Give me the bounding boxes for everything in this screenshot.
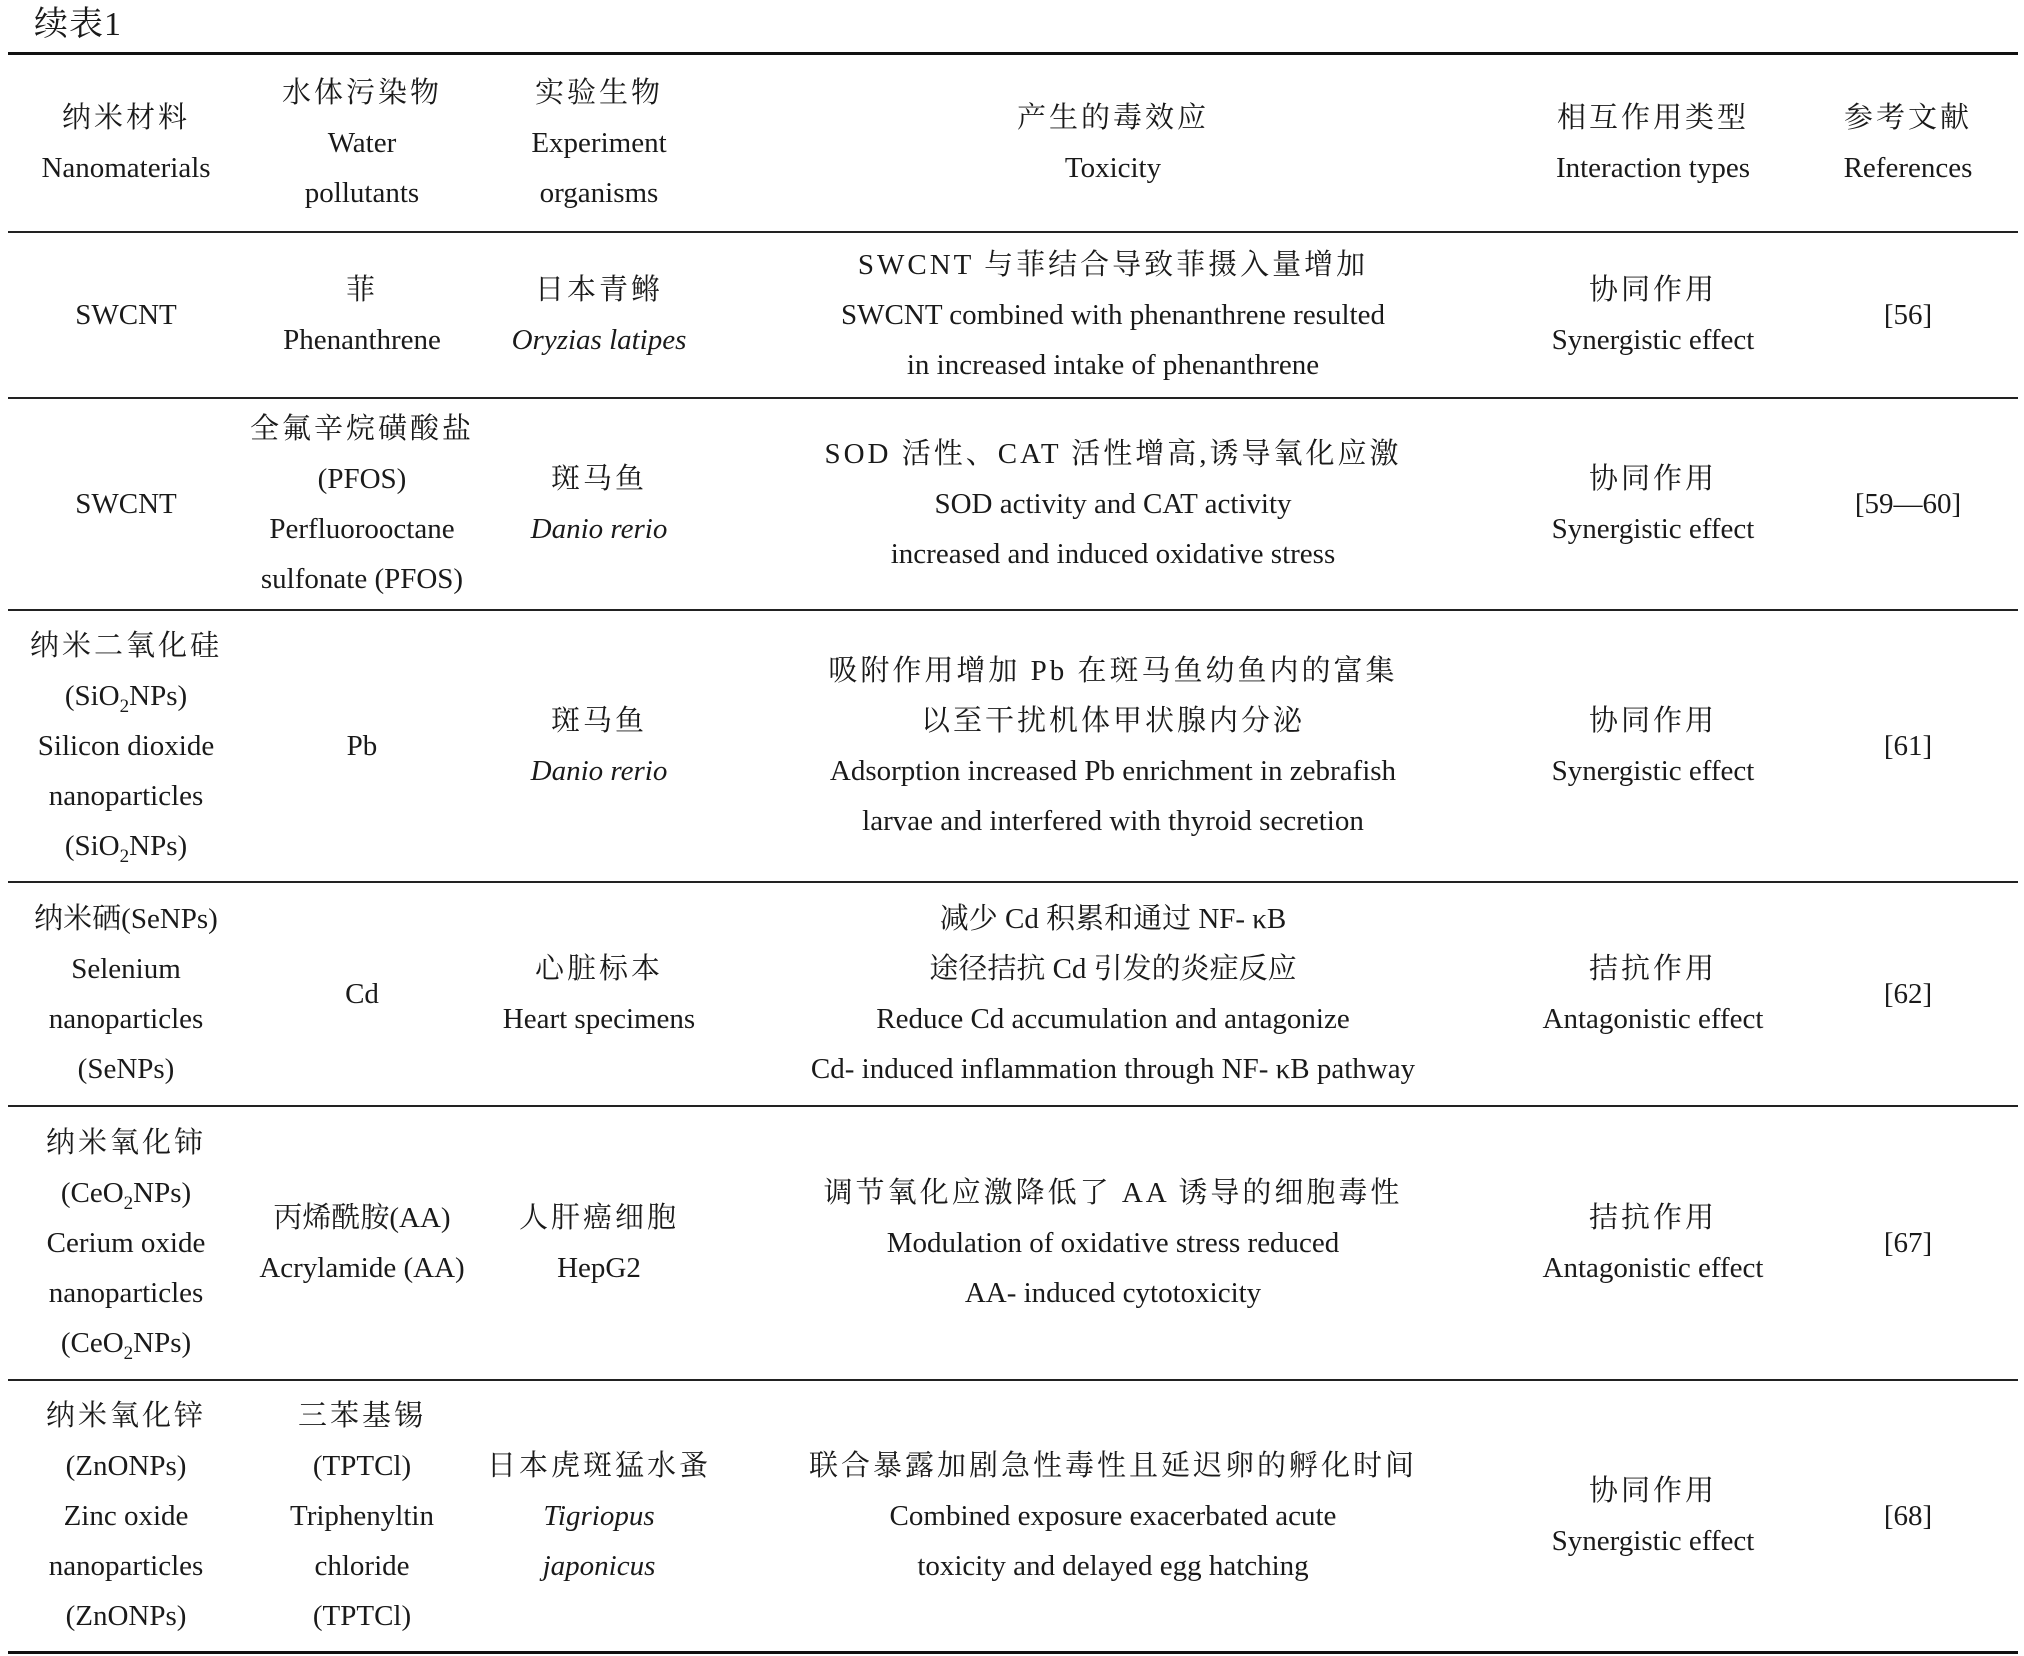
cell-pollutant: Cd [244, 882, 480, 1106]
cell-organism: 心脏标本 Heart specimens [480, 882, 718, 1106]
header-water-pollutants: 水体污染物 Water pollutants [244, 54, 480, 233]
cell-interaction: 协同作用 Synergistic effect [1551, 1474, 1755, 1557]
cell-material: 纳米氧化铈 (CeO$_2$NPs) Cerium oxide nanoparticles (CeO$_2$NPs) [8, 1106, 244, 1380]
cell-interaction: 协同作用 Synergistic effect [1508, 398, 1798, 610]
cell-reference: [59—60] [1798, 398, 2018, 610]
cell-reference: [67] [1798, 1106, 2018, 1380]
cell-interaction: 协同作用 Synergistic effect [1508, 610, 1798, 882]
table-row [8, 232, 2018, 398]
cell-pollutant: 丙烯酰胺(AA) Acrylamide (AA) [244, 1106, 480, 1380]
cell-interaction: 拮抗作用 Antagonistic effect [1508, 1106, 1798, 1380]
cell-organism: 斑马鱼 Danio rerio [480, 398, 718, 610]
cell-material: SWCNT [8, 398, 244, 610]
cell-reference: [62] [1798, 882, 2018, 1106]
cell-organism: 人肝癌细胞 HepG2 [480, 1106, 718, 1380]
data-table [8, 52, 2018, 1654]
cell-pollutant: Pb [244, 610, 480, 882]
header-row [8, 54, 2018, 233]
cell-material: 纳米氧化锌 (ZnONPs) Zinc oxide nanoparticles (ZnONPs) [45, 1399, 206, 1632]
cell-toxicity: SOD 活性、CAT 活性增高,诱导氧化应激 SOD activity and CAT activity increased and induced oxidative stress [718, 398, 1508, 610]
table-row [8, 1106, 2018, 1380]
table-caption: 续表1 [34, 6, 122, 43]
table-row [8, 882, 2018, 1106]
header-interaction-types: 相互作用类型 Interaction types [1508, 54, 1798, 233]
cell-pollutant: 菲 Phenanthrene [244, 232, 480, 398]
cell-organism: 日本青鳉 Oryzias latipes [480, 232, 718, 398]
cell-toxicity: 联合暴露加剧急性毒性且延迟卵的孵化时间 Combined exposure exacerbated acute toxicity and delayed egg hatching [808, 1449, 1417, 1582]
cell-material: 纳米硒(SeNPs) Selenium nanoparticles (SeNPs) [8, 882, 244, 1106]
table-row [8, 398, 2018, 610]
cell-interaction: 协同作用 Synergistic effect [1508, 232, 1798, 398]
cell-reference: [68] [1883, 1499, 1933, 1532]
header-toxicity: 产生的毒效应 Toxicity [718, 54, 1508, 233]
table-row [8, 1380, 2018, 1652]
header-nanomaterials: 纳米材料 Nanomaterials [8, 54, 244, 233]
cell-material: 纳米二氧化硅 (SiO$_2$NPs) Silicon dioxide nanoparticles (SiO$_2$NPs) [8, 610, 244, 882]
table-row [8, 610, 2018, 882]
cell-reference: [61] [1798, 610, 2018, 882]
cell-toxicity: 减少 Cd 积累和通过 NF- κB 途径拮抗 Cd 引发的炎症反应 Reduce Cd accumulation and antagonize Cd- induced inflammation through NF- κB pathway [718, 882, 1508, 1106]
cell-organism: 斑马鱼 Danio rerio [480, 610, 718, 882]
cell-toxicity: SWCNT 与菲结合导致菲摄入量增加 SWCNT combined with phenanthrene resulted in increased intake of phenanthrene [718, 232, 1508, 398]
cell-pollutant: 全氟辛烷磺酸盐 (PFOS) Perfluorooctane sulfonate (PFOS) [244, 398, 480, 610]
header-references: 参考文献 References [1798, 54, 2018, 233]
cell-interaction: 拮抗作用 Antagonistic effect [1508, 882, 1798, 1106]
cell-toxicity: 调节氧化应激降低了 AA 诱导的细胞毒性 Modulation of oxidative stress reduced AA- induced cytotoxicity [718, 1106, 1508, 1380]
cell-material: SWCNT [8, 232, 244, 398]
cell-toxicity: 吸附作用增加 Pb 在斑马鱼幼鱼内的富集 以至干扰机体甲状腺内分泌 Adsorption increased Pb enrichment in zebrafish larvae and interfered with thyroid secretion [718, 610, 1508, 882]
cell-organism: 日本虎斑猛水蚤 Tigriopus japonicus [486, 1449, 711, 1582]
cell-reference: [56] [1798, 232, 2018, 398]
header-experiment-organisms: 实验生物 Experiment organisms [480, 54, 718, 233]
cell-pollutant: 三苯基锡 (TPTCl) Triphenyltin chloride (TPTCl) [290, 1399, 434, 1632]
